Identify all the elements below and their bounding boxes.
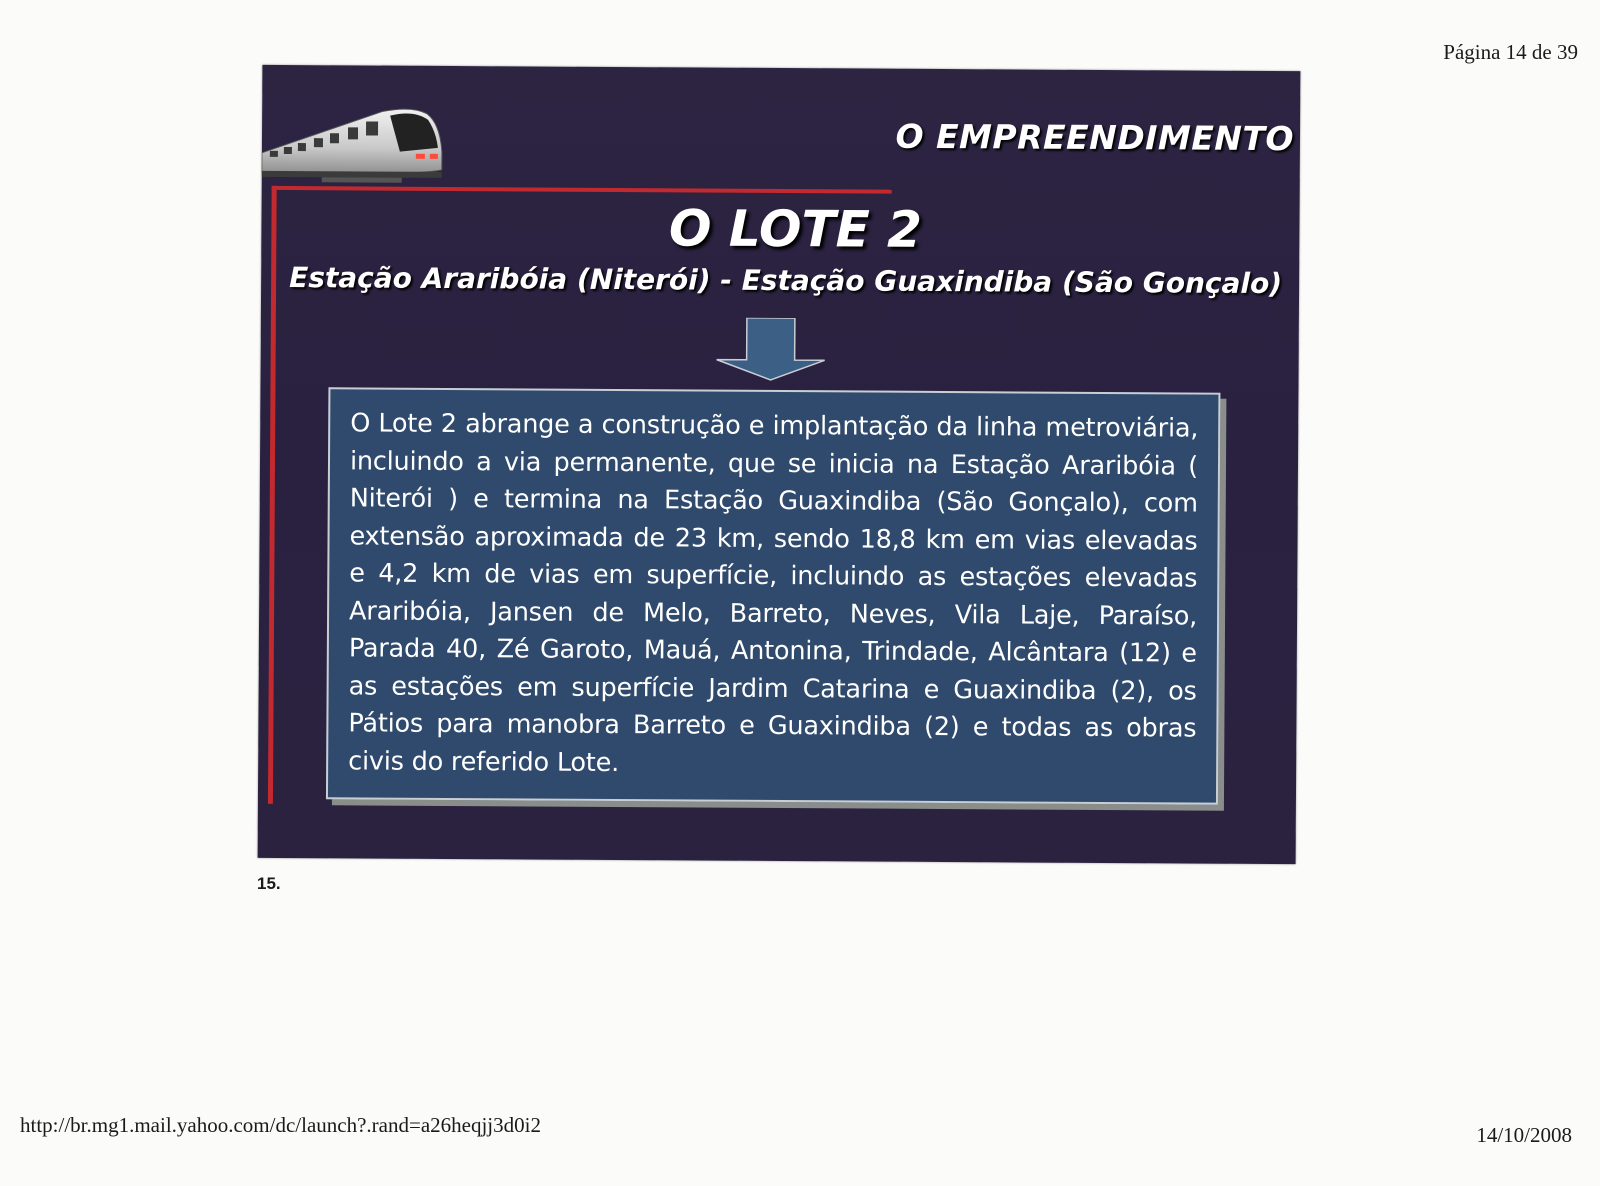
accent-line-horizontal [272,186,892,194]
accent-line-vertical [268,186,277,804]
train-icon [262,103,447,186]
description-box [326,387,1221,804]
slide-subtitle: Estação Araribóia (Niterói) - Estação Guaxindiba (São Gonçalo) [289,261,1283,301]
slide-title: O LOTE 2 [668,199,923,259]
footer-date: 14/10/2008 [1476,1123,1572,1147]
down-arrow-icon [713,318,829,383]
section-label: O EMPREENDIMENTO [895,116,1295,159]
description-text: O Lote 2 abrange a construção e implantação da linha metroviária, incluindo a via permanente, que se inicia na Estação Araribóia ( Niterói ) e termina na Estação Guaxindiba (São Gonçalo), com extensão aproximada de 23 km, sendo 18,8 km em vias elevadas e 4,2 km de vias em superfície, incluindo as estações elevadas Araribóia, Jansen de Melo, Barreto, Neves, Vila Laje, Paraíso, Parada 40, Zé Garoto, Mauá, Antonina, Trindade, Alcântara (12) e as estações em superfície Jardim Catarina e Guaxindiba (2), os Pátios para manobra Barreto e Guaxindiba (2) e todas as obras civis do referido Lote. [348,408,1199,778]
slide-number: 15. [257,874,281,893]
footer-url: http://br.mg1.mail.yahoo.com/dc/launch?.rand=a26heqjj3d0i2 [20,1113,541,1137]
presentation-slide [258,65,1301,864]
page-indicator: Página 14 de 39 [1443,40,1578,64]
